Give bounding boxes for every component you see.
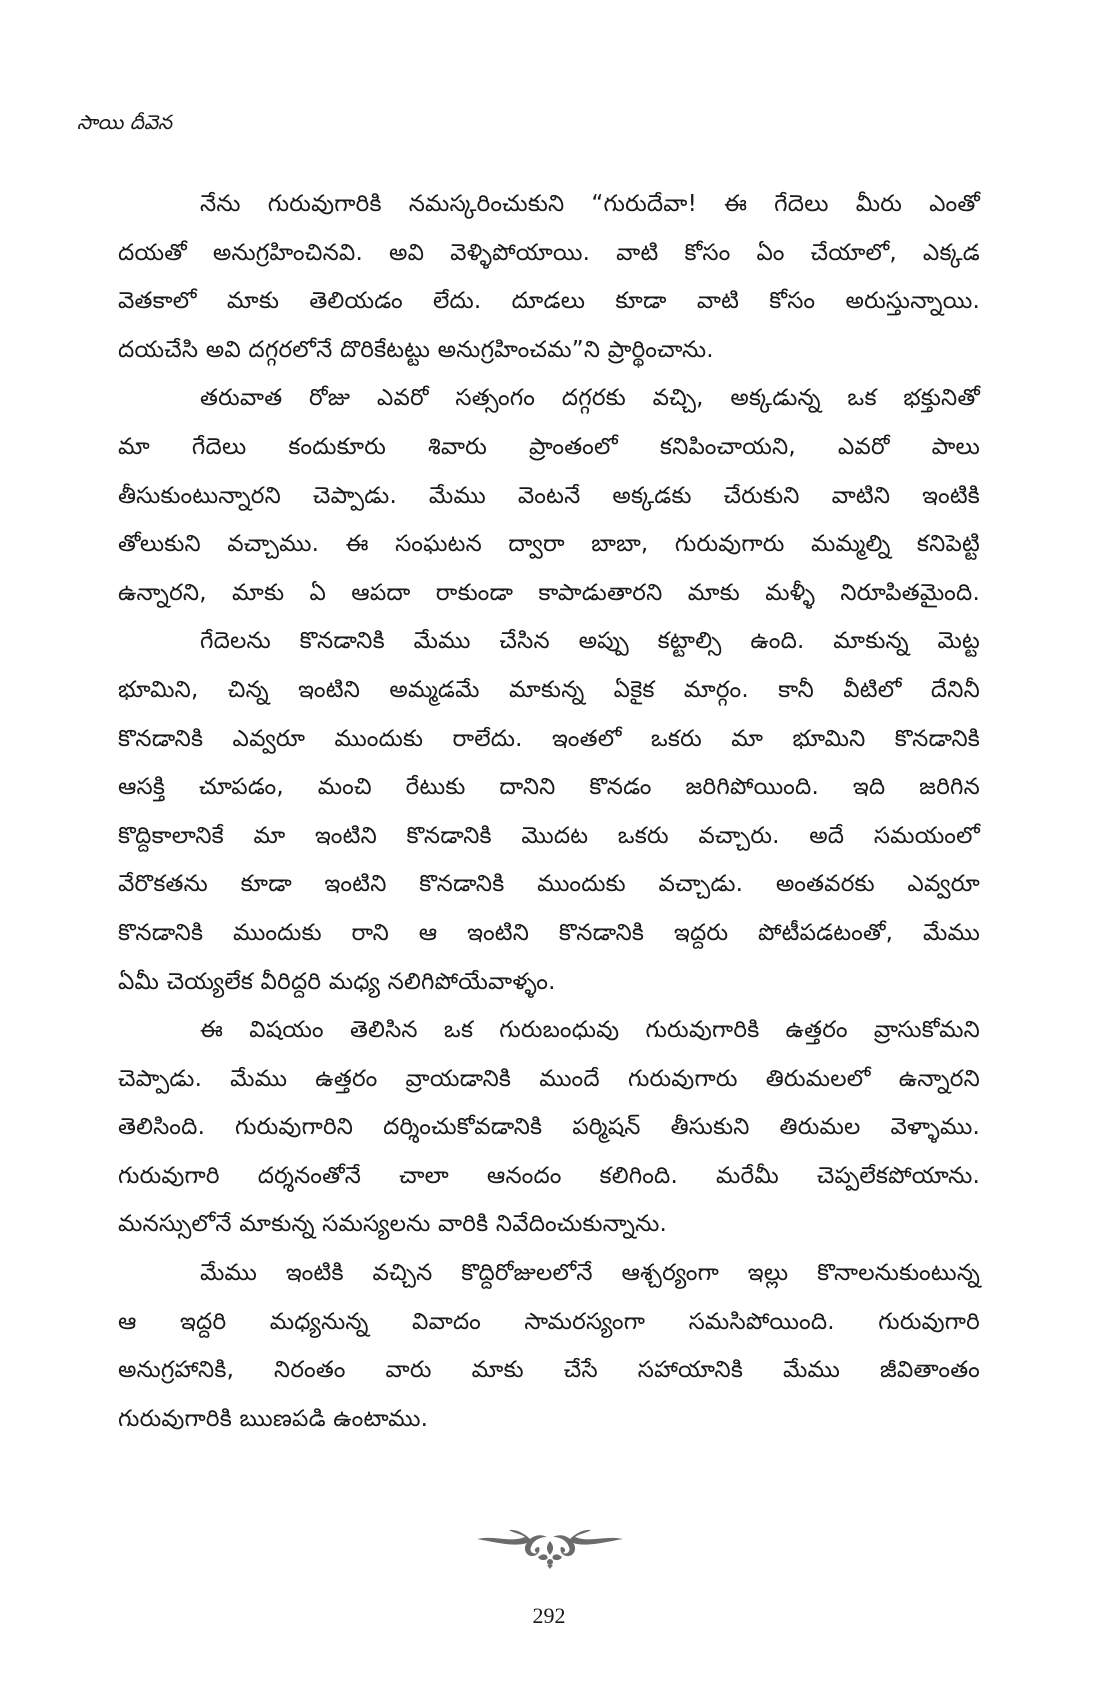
running-head-title: సాయి దీవెన bbox=[77, 110, 173, 134]
text-line: ఆ ఇద్దరి మధ్యనున్న వివాదం సామరస్యంగా సమసిపోయింది. గురువుగారి bbox=[118, 1308, 980, 1335]
text-line: నేను గురువుగారికి నమస్కరించుకుని “గురుదేవా! ఈ గేదెలు మీరు ఎంతో bbox=[200, 191, 980, 217]
text-line: దయతో అనుగ్రహించినవి. అవి వెళ్ళిపోయాయి. వాటి కోసం ఏం చేయాలో, ఎక్కడ bbox=[118, 239, 980, 266]
text-line: చెప్పాడు. మేము ఉత్తరం వ్రాయడానికి ముందే గురువుగారు తిరుమలలో ఉన్నారని bbox=[118, 1065, 980, 1092]
text-line: కొనడానికి ఎవ్వరూ ముందుకు రాలేదు. ఇంతలో ఒకరు మా భూమిని కొనడానికి bbox=[118, 725, 980, 752]
text-line: ఈ విషయం తెలిసిన ఒక గురుబంధువు గురువుగారికి ఉత్తరం వ్రాసుకోమని bbox=[200, 1017, 980, 1044]
text-line: గురువుగారికి ఋణపడి ఉంటాము. bbox=[118, 1405, 429, 1432]
text-line: తరువాత రోజు ఎవరో సత్సంగం దగ్గరకు వచ్చి, అక్కడున్న ఒక భక్తునితో bbox=[200, 385, 980, 412]
floral-divider-icon bbox=[475, 1525, 625, 1569]
text-line: కొద్దికాలానికే మా ఇంటిని కొనడానికి మొదట ఒకరు వచ్చారు. అదే సమయంలో bbox=[118, 822, 980, 849]
text-line: ఏమీ చెయ్యలేక వీరిద్దరి మధ్య నలిగిపోయేవాళ్ళం. bbox=[118, 968, 556, 995]
text-line: ఆసక్తి చూపడం, మంచి రేటుకు దానిని కొనడం జరిగిపోయింది. ఇది జరిగిన bbox=[118, 774, 980, 801]
text-line: గేదెలను కొనడానికి మేము చేసిన అప్పు కట్టాల్సి ఉంది. మాకున్న మెట్ట bbox=[200, 628, 980, 655]
page-number: 292 bbox=[532, 1603, 566, 1628]
text-line: ఉన్నారని, మాకు ఏ ఆపదా రాకుండా కాపాడుతారని మాకు మళ్ళీ నిరూపితమైంది. bbox=[118, 579, 980, 606]
text-line: దయచేసి అవి దగ్గరలోనే దొరికేటట్టు అనుగ్రహించమ”ని ప్రార్థించాను. bbox=[118, 336, 714, 363]
text-line: వేరొకతను కూడా ఇంటిని కొనడానికి ముందుకు వచ్చాడు. అంతవరకు ఎవ్వరూ bbox=[118, 871, 980, 898]
text-line: మా గేదెలు కందుకూరు శివారు ప్రాంతంలో కనిపించాయని, ఎవరో పాలు bbox=[118, 433, 980, 460]
body-text bbox=[118, 180, 980, 1443]
text-line: కొనడానికి ముందుకు రాని ఆ ఇంటిని కొనడానికి ఇద్దరు పోటీపడటంతో, మేము bbox=[118, 919, 980, 946]
text-line: తోలుకుని వచ్చాము. ఈ సంఘటన ద్వారా బాబా, గురువుగారు మమ్మల్ని కనిపెట్టి bbox=[118, 531, 980, 558]
text-line: మేము ఇంటికి వచ్చిన కొద్దిరోజులలోనే ఆశ్చర్యంగా ఇల్లు కొనాలనుకుంటున్న bbox=[200, 1260, 980, 1287]
text-line: తీసుకుంటున్నారని చెప్పాడు. మేము వెంటనే అక్కడకు చేరుకుని వాటిని ఇంటికి bbox=[118, 482, 980, 509]
text-line: భూమిని, చిన్న ఇంటిని అమ్మడమే మాకున్న ఏకైక మార్గం. కానీ వీటిలో దేనినీ bbox=[118, 676, 980, 703]
text-line: గురువుగారి దర్శనంతోనే చాలా ఆనందం కలిగింది. మరేమీ చెప్పలేకపోయాను. bbox=[118, 1162, 980, 1189]
text-line: మనస్సులోనే మాకున్న సమస్యలను వారికి నివేదించుకున్నాను. bbox=[118, 1211, 667, 1238]
text-line: తెలిసింది. గురువుగారిని దర్శించుకోవడానికి పర్మిషన్ తీసుకుని తిరుమల వెళ్ళాము. bbox=[118, 1114, 980, 1141]
text-line: అనుగ్రహానికి, నిరంతం వారు మాకు చేసే సహాయానికి మేము జీవితాంతం bbox=[118, 1357, 980, 1384]
text-line: వెతకాలో మాకు తెలియడం లేదు. దూడలు కూడా వాటి కోసం అరుస్తున్నాయి. bbox=[118, 288, 980, 315]
